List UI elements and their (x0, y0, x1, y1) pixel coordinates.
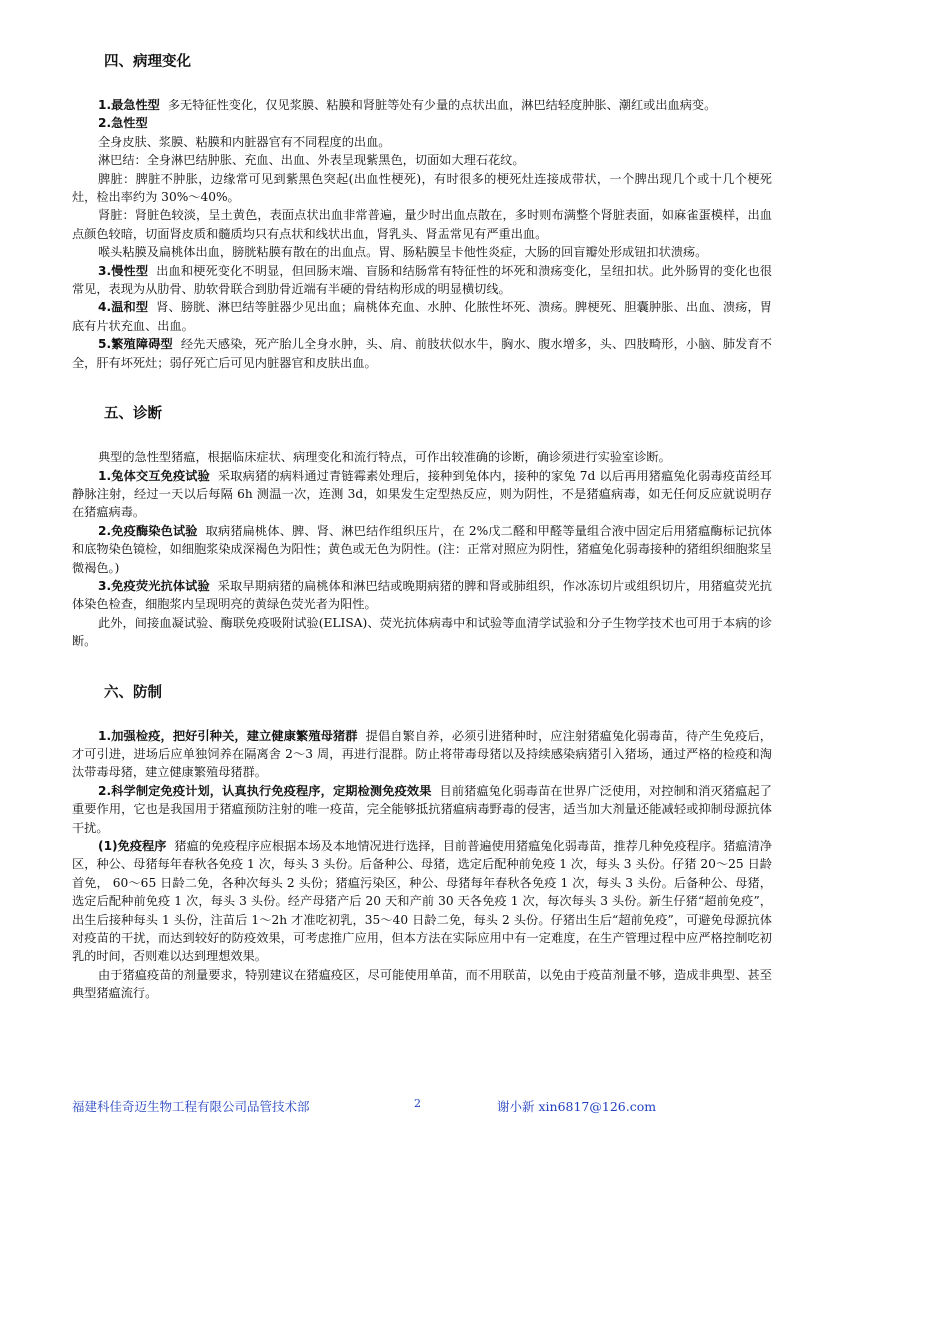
paragraph (72, 782, 772, 837)
paragraph (72, 96, 772, 114)
paragraph (72, 966, 772, 1003)
paragraph (72, 614, 772, 651)
paragraph-lead: 3.慢性型 (98, 263, 149, 278)
paragraph-text: 取病猪扁桃体、脾、肾、淋巴结作组织压片，在 2%戊二醛和甲醛等量组合液中固定后用猪瘟酶标记抗体和底物染色镜检，如细胞浆染成深褐色为阳性；黄色或无色为阴性。(注：正常对照应为阴性，猪瘟兔化弱毒接种的猪组织细胞浆呈微褐色。) (72, 523, 772, 575)
paragraph-text: 典型的急性型猪瘟，根据临床症状、病理变化和流行特点，可作出较准确的诊断，确诊须进行实验室诊断。 (98, 450, 671, 465)
paragraph (72, 577, 772, 614)
paragraph-lead: 2.科学制定免疫计划，认真执行免疫程序，定期检测免疫效果 (98, 783, 432, 798)
paragraph-text: 肾脏：肾脏色较淡，呈土黄色，表面点状出血非常普遍，量少时出血点散在，多时则布满整个肾脏表面，如麻雀蛋模样，出血点颜色较暗，切面肾皮质和髓质均只有点状和线状出血，肾乳头、肾盂常见有严重出血。 (72, 208, 772, 241)
paragraph (72, 448, 772, 466)
paragraph-text: 脾脏：脾脏不肿胀，边缘常可见到紫黑色突起(出血性梗死)，有时很多的梗死灶连接成带状，一个脾出现几个或十几个梗死灶，检出率约为 30%～40%。 (72, 171, 772, 205)
paragraph-text: 淋巴结：全身淋巴结肿胀、充血、出血、外表呈现紫黑色，切面如大理石花纹。 (98, 153, 525, 168)
section-title: 五、诊断 (104, 406, 162, 423)
paragraph (72, 133, 772, 151)
paragraph (72, 114, 772, 132)
paragraph (72, 206, 772, 243)
paragraph-text: 喉头粘膜及扁桃体出血，膀胱粘膜有散在的出血点。胃、肠粘膜呈卡他性炎症，大肠的回盲瓣处形成钮扣状溃疡。 (98, 245, 708, 260)
paragraph-text: 目前猪瘟兔化弱毒苗在世界广泛使用，对控制和消灭猪瘟起了重要作用，它也是我国用于猪瘟预防注射的唯一疫苗，完全能够抵抗猪瘟病毒野毒的侵害，适当加大剂量还能减轻或抑制母源抗体干扰。 (72, 783, 772, 835)
paragraph (72, 335, 772, 372)
paragraph (72, 243, 772, 261)
paragraph (72, 522, 772, 577)
paragraph-lead: 5.繁殖障碍型 (98, 337, 173, 352)
paragraph-lead: 1.兔体交互免疫试验 (98, 468, 210, 483)
paragraph-text: 提倡自繁自养，必须引进猪种时，应注射猪瘟兔化弱毒苗，待产生免疫后，才可引进，进场后应单独饲养在隔离舍 2～3 周，再进行混群。防止将带毒母猪以及持续感染病猪引入猪场，通过严格的检疫和淘汰带毒母猪，建立健康繁殖母猪群。 (72, 728, 772, 780)
page-footer (72, 1097, 772, 1117)
footer-contact: 谢小新 xin6817@126.com (497, 1099, 657, 1114)
paragraph-text: 此外，间接血凝试验、酶联免疫吸附试验(ELISA)、荧光抗体病毒中和试验等血清学试验和分子生物学技术也可用于本病的诊断。 (72, 615, 772, 649)
page-number: 2 (414, 1097, 421, 1110)
paragraph-text: 猪瘟的免疫程序应根据本场及本地情况进行选择，目前普遍使用猪瘟兔化弱毒苗，推荐几种免疫程序。猪瘟清净区，种公、母猪每年春秋各免疫 1 次，每头 3 头份。后备种公、母猪，选定后配种前免疫 1 次，每头 3 头份。仔猪 20～25 日龄首免， 60～65 日龄二免，各种次每头 2 头份；猪瘟污染区，种公、母猪每年春秋各免疫 1 次，每头 3 头份。后备种公、母猪，选定后配种前免疫 1 次，每头 3 头份。经产母猪产后 20 天和产前 30 天各免疫 1 次，每次每头 3 头份。新生仔猪“超前免疫”，出生后接种每头 1 头份，注苗后 1～2h 才准吃初乳，35～40 日龄二免，每头 2 头份。仔猪出生后“超前免疫”，可避免母源抗体对疫苗的干扰，而达到较好的防疫效果，可考虑推广应用，但本方法在实际应用中有一定难度，在生产管理过程中应严格控制吃初乳的时间，否则难以达到理想效果。 (72, 839, 773, 964)
paragraph-lead: 1.最急性型 (98, 98, 160, 112)
paragraph-text: 肾、膀胱、淋巴结等脏器少见出血；扁桃体充血、水肿、化脓性坏死、溃疡。脾梗死、胆囊肿胀、出血、溃疡，胃底有片状充血、出血。 (72, 300, 772, 333)
paragraph-text: 出血和梗死变化不明显，但回肠末端、盲肠和结肠常有特征性的坏死和溃疡变化，呈纽扣状。此外肠胃的变化也很常见，表现为从肋骨、肋软骨联合到肋骨近端有半硬的骨结构形成的明显横切线。 (72, 263, 772, 297)
paragraph (72, 837, 772, 966)
section-title: 六、防制 (104, 684, 162, 701)
paragraph (72, 151, 772, 169)
paragraph (72, 467, 772, 522)
document-body (72, 50, 772, 1003)
paragraph (72, 298, 772, 335)
footer-organization: 福建科佳奇迈生物工程有限公司品管技术部 (72, 1099, 310, 1114)
paragraph-lead: 4.温和型 (98, 300, 149, 315)
paragraph (72, 170, 772, 207)
paragraph-text: 全身皮肤、浆膜、粘膜和内脏器官有不同程度的出血。 (98, 134, 391, 149)
paragraph-text: 采取病猪的病料通过青链霉素处理后，接种到兔体内，接种的家兔 7d 以后再用猪瘟兔化弱毒疫苗经耳静脉注射，经过一天以后每隔 6h 测温一次，连测 3d，如果发生定型热反应，则为阴性，不是猪瘟病毒，如无任何反应就说明存在猪瘟病毒。 (72, 468, 772, 520)
paragraph (72, 727, 772, 782)
paragraph (72, 262, 772, 299)
paragraph-lead: (1)免疫程序 (98, 839, 167, 853)
paragraph-lead: 3.免疫荧光抗体试验 (98, 578, 210, 593)
paragraph-lead: 2.免疫酶染色试验 (98, 523, 198, 538)
paragraph-text: 多无特征性变化，仅见浆膜、粘膜和肾脏等处有少量的点状出血，淋巴结轻度肿胀、潮红或出血病变。 (167, 98, 717, 112)
paragraph-text: 经先天感染，死产胎儿全身水肿，头、肩、前肢状似水牛，胸水、腹水增多，头、四肢畸形，小脑、肺发育不全，肝有坏死灶；弱仔死亡后可见内脏器官和皮肤出血。 (72, 337, 772, 370)
paragraph-lead: 1.加强检疫，把好引种关，建立健康繁殖母猪群 (98, 728, 358, 743)
section-title: 四、病理变化 (104, 54, 191, 70)
paragraph-text: 由于猪瘟疫苗的剂量要求，特别建议在猪瘟疫区，尽可能使用单苗，而不用联苗，以免由于疫苗剂量不够，造成非典型、甚至典型猪瘟流行。 (72, 967, 772, 1001)
paragraph-lead: 2.急性型 (98, 116, 148, 131)
paragraph-text: 采取早期病猪的扁桃体和淋巴结或晚期病猪的脾和肾或肺组织，作冰冻切片或组织切片，用猪瘟荧光抗体染色检查，细胞浆内呈现明亮的黄绿色荧光者为阳性。 (72, 578, 772, 612)
